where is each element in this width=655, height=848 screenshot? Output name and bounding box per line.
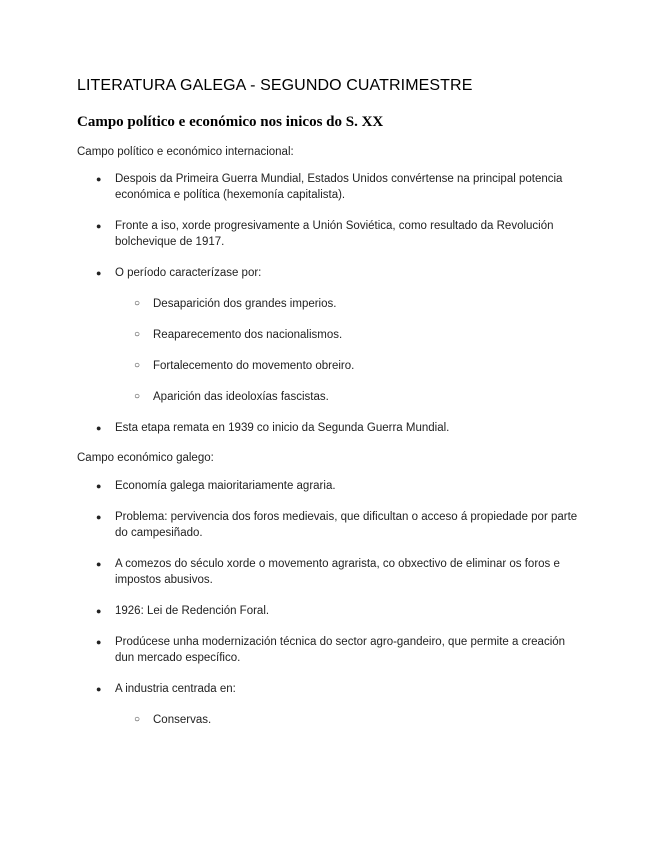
list-item	[0, 603, 585, 619]
list-item-text: O período caracterízase por:	[115, 267, 262, 279]
list-item-text: Despois da Primeira Guerra Mundial, Estados Unidos convértense na principal potencia económica e política (hexemonía capitalista).	[115, 173, 563, 201]
bullet-icon: ●	[96, 512, 102, 522]
list-item	[0, 556, 585, 588]
list-item	[0, 171, 585, 203]
sub-list-item	[0, 358, 585, 374]
intro-galician: Campo económico galego:	[77, 452, 214, 464]
list-item	[0, 509, 585, 541]
sub-list-item	[0, 389, 585, 405]
document-title: LITERATURA GALEGA - SEGUNDO CUATRIMESTRE	[77, 77, 473, 94]
list-item-text: 1926: Lei de Redención Foral.	[115, 605, 270, 617]
list-item	[0, 681, 585, 697]
sub-bullet-icon: ○	[134, 714, 141, 725]
sub-bullet-icon: ○	[134, 298, 141, 309]
sub-bullet-icon: ○	[134, 360, 141, 371]
bullet-icon: ●	[96, 637, 102, 647]
section-title: Campo político e económico nos inicos do S. XX	[77, 114, 384, 130]
sub-list-item-text: Conservas.	[153, 714, 212, 726]
list-item-text: A comezos do século xorde o movemento agrarista, co obxectivo de eliminar os foros e impostos abusivos.	[115, 558, 560, 586]
sub-bullet-icon: ○	[134, 329, 141, 340]
list-item	[0, 420, 585, 436]
sub-list-item-text: Aparición das ideoloxías fascistas.	[153, 391, 329, 403]
list-item	[0, 265, 585, 281]
galician-list	[0, 478, 655, 728]
international-list	[0, 171, 655, 436]
bullet-icon: ●	[96, 221, 102, 231]
sub-list-item	[0, 327, 585, 343]
sub-bullet-icon: ○	[134, 391, 141, 402]
bullet-icon: ●	[96, 174, 102, 184]
list-item-text: Esta etapa remata en 1939 co inicio da Segunda Guerra Mundial.	[115, 422, 450, 434]
list-item-text: Prodúcese unha modernización técnica do sector agro-gandeiro, que permite a creación dun mercado específico.	[115, 636, 566, 664]
list-item-text: A industria centrada en:	[115, 683, 236, 695]
bullet-icon: ●	[96, 559, 102, 569]
sub-list-item-text: Reaparecemento dos nacionalismos.	[153, 329, 343, 341]
list-item-text: Fronte a iso, xorde progresivamente a Unión Soviética, como resultado da Revolución bolchevique de 1917.	[115, 220, 554, 248]
sub-list-item	[0, 296, 585, 312]
sub-list-item-text: Fortalecemento do movemento obreiro.	[153, 360, 355, 372]
bullet-icon: ●	[96, 481, 102, 491]
list-item	[0, 478, 585, 494]
list-item	[0, 634, 585, 666]
bullet-icon: ●	[96, 423, 102, 433]
bullet-icon: ●	[96, 268, 102, 278]
bullet-icon: ●	[96, 684, 102, 694]
list-item	[0, 218, 585, 250]
list-item-text: Problema: pervivencia dos foros medievais, que dificultan o acceso á propiedade por parte do campesiñado.	[115, 511, 578, 539]
sub-list-item	[0, 712, 585, 728]
list-item-text: Economía galega maioritariamente agraria.	[115, 480, 336, 492]
intro-international: Campo político e económico internacional:	[77, 146, 294, 158]
sub-list-item-text: Desaparición dos grandes imperios.	[153, 298, 337, 310]
bullet-icon: ●	[96, 606, 102, 616]
